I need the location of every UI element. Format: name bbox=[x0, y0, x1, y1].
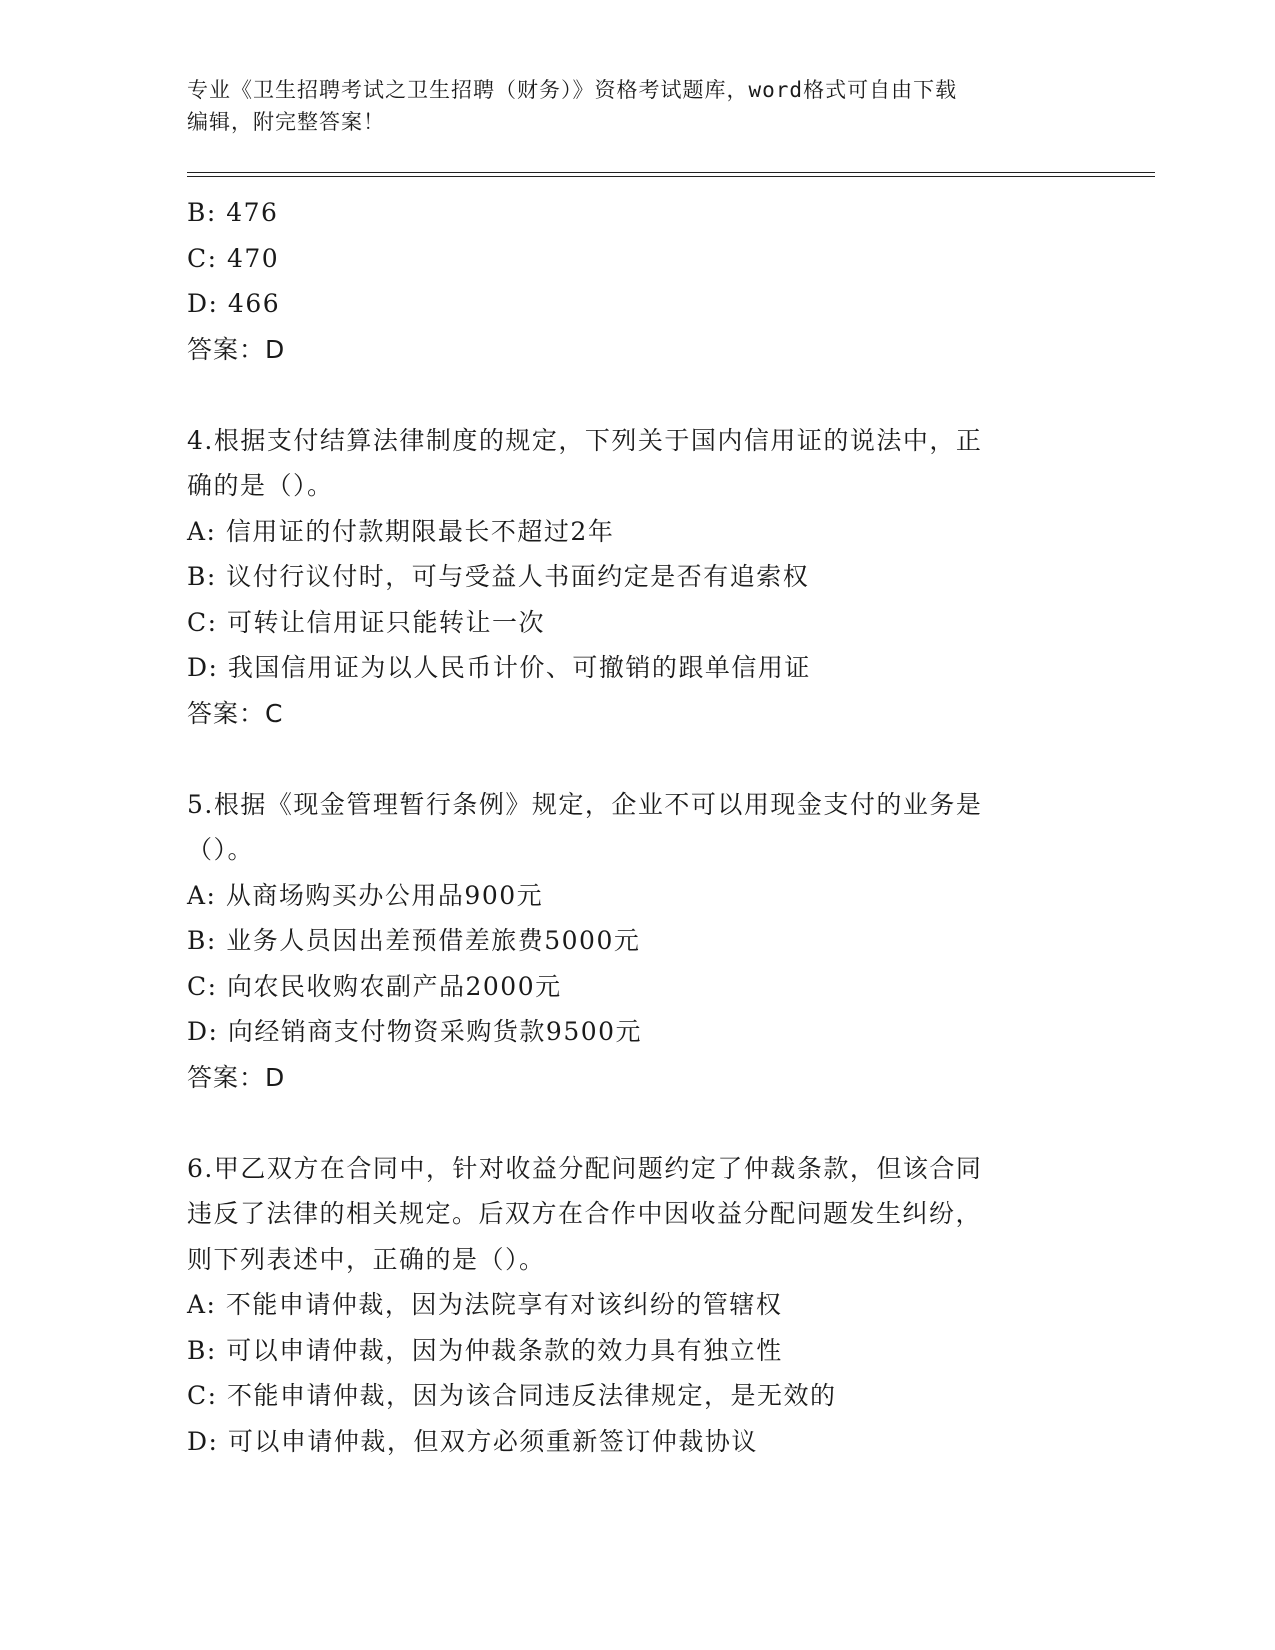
option-a: A: 不能申请仲裁，因为法院享有对该纠纷的管辖权 bbox=[187, 1290, 783, 1319]
option-c: C: 470 bbox=[187, 243, 280, 273]
option-d: D: 向经销商支付物资采购货款9500元 bbox=[187, 1017, 643, 1046]
option-b: B: 业务人员因出差预借差旅费5000元 bbox=[187, 926, 641, 955]
option-c: C: 不能申请仲裁，因为该合同违反法律规定，是无效的 bbox=[187, 1381, 837, 1410]
question-stem-line: 5.根据《现金管理暂行条例》规定，企业不可以用现金支付的业务是 bbox=[187, 789, 983, 819]
prev-question-block bbox=[187, 190, 1067, 372]
header-rule-top bbox=[187, 172, 1155, 173]
question-stem-line: 违反了法律的相关规定。后双方在合作中因收益分配问题发生纠纷， bbox=[187, 1199, 983, 1228]
option-d: D: 我国信用证为以人民币计价、可撤销的跟单信用证 bbox=[187, 653, 811, 682]
option-b: B: 议付行议付时，可与受益人书面约定是否有追索权 bbox=[187, 562, 810, 591]
question-4 bbox=[187, 418, 1067, 737]
answer-label: 答案：D bbox=[187, 334, 286, 364]
header-rule-bottom bbox=[187, 176, 1155, 177]
question-stem-line: 6.甲乙双方在合同中，针对收益分配问题约定了仲裁条款，但该合同 bbox=[187, 1153, 983, 1183]
option-b: B: 476 bbox=[187, 198, 279, 227]
option-d: D: 466 bbox=[187, 289, 281, 318]
question-stem-line: 确的是（）。 bbox=[187, 471, 334, 500]
option-b: B: 可以申请仲裁，因为仲裁条款的效力具有独立性 bbox=[187, 1335, 783, 1365]
answer-label: 答案：D bbox=[187, 1062, 286, 1092]
question-stem-line: （）。 bbox=[187, 835, 255, 864]
answer-label: 答案：C bbox=[187, 698, 284, 728]
option-a: A: 信用证的付款期限最长不超过2年 bbox=[187, 516, 615, 546]
question-stem-line: 则下列表述中，正确的是（）。 bbox=[187, 1244, 546, 1274]
option-d: D: 可以申请仲裁，但双方必须重新签订仲裁协议 bbox=[187, 1426, 758, 1456]
option-c: C: 可转让信用证只能转让一次 bbox=[187, 607, 545, 637]
question-6 bbox=[187, 1146, 1067, 1465]
header-line-2: 编辑，附完整答案！ bbox=[187, 110, 385, 134]
option-c: C: 向农民收购农副产品2000元 bbox=[187, 971, 562, 1001]
option-a: A: 从商场购买办公用品900元 bbox=[187, 880, 544, 910]
header-line-1: 专业《卫生招聘考试之卫生招聘（财务）》资格考试题库，word格式可自由下载 bbox=[187, 78, 958, 102]
question-list bbox=[187, 190, 1067, 1464]
question-stem-line: 4.根据支付结算法律制度的规定，下列关于国内信用证的说法中，正 bbox=[187, 425, 983, 455]
question-5 bbox=[187, 782, 1067, 1101]
page-header bbox=[187, 74, 1087, 138]
